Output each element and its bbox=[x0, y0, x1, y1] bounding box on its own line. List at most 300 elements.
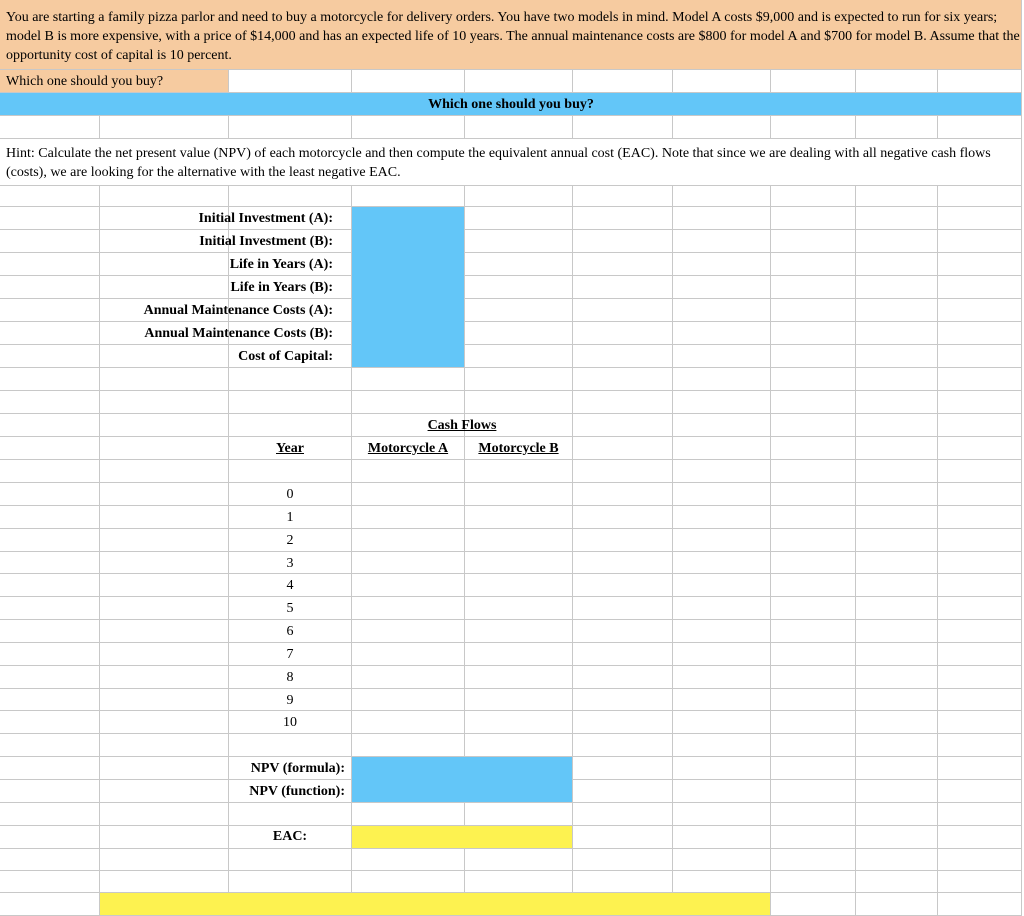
grid-cell[interactable] bbox=[771, 414, 856, 437]
grid-cell[interactable] bbox=[573, 186, 673, 207]
grid-cell[interactable] bbox=[0, 276, 100, 299]
grid-cell[interactable] bbox=[100, 483, 229, 506]
grid-cell[interactable] bbox=[938, 711, 1022, 734]
grid-cell[interactable] bbox=[0, 207, 100, 230]
grid-cell[interactable] bbox=[771, 207, 856, 230]
grid-cell[interactable] bbox=[573, 529, 673, 552]
grid-cell[interactable] bbox=[573, 276, 673, 299]
grid-cell[interactable] bbox=[771, 368, 856, 391]
grid-cell[interactable] bbox=[938, 597, 1022, 620]
grid-cell[interactable] bbox=[673, 299, 771, 322]
grid-cell[interactable] bbox=[938, 757, 1022, 780]
grid-cell[interactable] bbox=[573, 849, 673, 871]
grid-cell[interactable] bbox=[856, 552, 938, 574]
grid-cell[interactable] bbox=[465, 253, 573, 276]
grid-cell[interactable] bbox=[100, 368, 229, 391]
grid-cell[interactable] bbox=[573, 230, 673, 253]
grid-cell[interactable] bbox=[771, 299, 856, 322]
grid-cell[interactable] bbox=[100, 186, 229, 207]
grid-cell[interactable] bbox=[0, 529, 100, 552]
grid-cell[interactable] bbox=[938, 207, 1022, 230]
grid-cell[interactable] bbox=[352, 620, 465, 643]
banner-title: Which one should you buy? bbox=[428, 97, 594, 112]
grid-cell[interactable] bbox=[938, 253, 1022, 276]
grid-cell[interactable] bbox=[771, 689, 856, 711]
grid-cell[interactable] bbox=[938, 368, 1022, 391]
grid-cell[interactable] bbox=[673, 574, 771, 597]
grid-cell[interactable] bbox=[673, 70, 771, 93]
grid-cell[interactable] bbox=[573, 460, 673, 483]
grid-cell[interactable] bbox=[352, 186, 465, 207]
grid-cell[interactable] bbox=[100, 460, 229, 483]
grid-cell[interactable] bbox=[938, 574, 1022, 597]
grid-cell[interactable] bbox=[0, 299, 100, 322]
grid-cell[interactable] bbox=[856, 574, 938, 597]
grid-cell[interactable] bbox=[465, 207, 573, 230]
grid-cell[interactable] bbox=[573, 620, 673, 643]
grid-cell[interactable] bbox=[465, 368, 573, 391]
grid-cell[interactable] bbox=[465, 391, 573, 414]
grid-cell[interactable] bbox=[100, 506, 229, 529]
grid-cell[interactable] bbox=[673, 345, 771, 368]
grid-cell[interactable] bbox=[856, 734, 938, 757]
grid-cell[interactable] bbox=[352, 552, 465, 574]
grid-cell[interactable] bbox=[771, 529, 856, 552]
grid-cell[interactable] bbox=[352, 506, 465, 529]
grid-cell[interactable] bbox=[0, 253, 100, 276]
grid-cell[interactable] bbox=[573, 506, 673, 529]
grid-cell[interactable] bbox=[771, 597, 856, 620]
grid-cell[interactable] bbox=[100, 689, 229, 711]
grid-cell[interactable] bbox=[673, 689, 771, 711]
grid-cell[interactable] bbox=[573, 757, 673, 780]
grid-cell[interactable] bbox=[100, 826, 229, 849]
grid-cell[interactable] bbox=[856, 276, 938, 299]
grid-cell[interactable] bbox=[673, 552, 771, 574]
grid-cell[interactable] bbox=[673, 391, 771, 414]
grid-cell[interactable] bbox=[771, 345, 856, 368]
grid-cell[interactable] bbox=[229, 116, 352, 139]
grid-cell[interactable] bbox=[573, 368, 673, 391]
grid-cell[interactable] bbox=[771, 253, 856, 276]
grid-cell[interactable] bbox=[0, 574, 100, 597]
grid-cell[interactable] bbox=[771, 574, 856, 597]
grid-cell[interactable] bbox=[352, 574, 465, 597]
grid-cell[interactable] bbox=[100, 414, 229, 437]
grid-cell[interactable] bbox=[938, 529, 1022, 552]
grid-cell[interactable] bbox=[856, 597, 938, 620]
grid-cell[interactable] bbox=[0, 345, 100, 368]
grid-cell[interactable] bbox=[938, 186, 1022, 207]
grid-cell[interactable] bbox=[771, 186, 856, 207]
grid-cell[interactable] bbox=[352, 529, 465, 552]
grid-cell[interactable] bbox=[938, 689, 1022, 711]
grid-cell[interactable] bbox=[771, 780, 856, 803]
grid-cell[interactable] bbox=[573, 116, 673, 139]
grid-cell[interactable] bbox=[938, 116, 1022, 139]
npv-function-label: NPV (function): bbox=[249, 784, 345, 799]
grid-cell[interactable] bbox=[771, 826, 856, 849]
grid-cell[interactable] bbox=[673, 711, 771, 734]
grid-cell[interactable] bbox=[938, 849, 1022, 871]
grid-cell[interactable] bbox=[771, 230, 856, 253]
grid-cell[interactable] bbox=[856, 689, 938, 711]
grid-cell[interactable] bbox=[0, 322, 100, 345]
grid-cell[interactable] bbox=[100, 666, 229, 689]
grid-cell[interactable] bbox=[352, 643, 465, 666]
grid-cell[interactable] bbox=[673, 322, 771, 345]
grid-cell[interactable] bbox=[673, 186, 771, 207]
grid-cell[interactable] bbox=[0, 230, 100, 253]
grid-cell[interactable] bbox=[0, 506, 100, 529]
grid-cell[interactable] bbox=[100, 871, 229, 893]
grid-cell[interactable] bbox=[465, 70, 573, 93]
grid-cell[interactable] bbox=[771, 70, 856, 93]
grid-cell[interactable] bbox=[573, 574, 673, 597]
grid-cell[interactable] bbox=[573, 597, 673, 620]
grid-cell[interactable] bbox=[573, 322, 673, 345]
grid-cell[interactable] bbox=[100, 803, 229, 826]
grid-cell[interactable] bbox=[856, 253, 938, 276]
grid-cell[interactable] bbox=[938, 299, 1022, 322]
grid-cell[interactable] bbox=[465, 871, 573, 893]
grid-cell[interactable] bbox=[0, 871, 100, 893]
grid-cell[interactable] bbox=[673, 230, 771, 253]
grid-cell[interactable] bbox=[0, 803, 100, 826]
grid-cell[interactable] bbox=[938, 871, 1022, 893]
grid-cell[interactable] bbox=[100, 780, 229, 803]
grid-cell[interactable] bbox=[573, 483, 673, 506]
grid-cell[interactable] bbox=[0, 757, 100, 780]
grid-cell[interactable] bbox=[856, 483, 938, 506]
grid-cell[interactable] bbox=[938, 620, 1022, 643]
grid-cell[interactable] bbox=[938, 666, 1022, 689]
grid-cell[interactable] bbox=[352, 116, 465, 139]
grid-cell[interactable] bbox=[0, 460, 100, 483]
grid-cell[interactable] bbox=[573, 253, 673, 276]
grid-cell[interactable] bbox=[856, 207, 938, 230]
grid-cell[interactable] bbox=[352, 803, 465, 826]
input-label-life-a: Life in Years (A): bbox=[229, 257, 333, 272]
grid-cell[interactable] bbox=[673, 620, 771, 643]
grid-cell[interactable] bbox=[856, 414, 938, 437]
grid-cell[interactable] bbox=[0, 734, 100, 757]
grid-cell[interactable] bbox=[465, 803, 573, 826]
grid-cell[interactable] bbox=[229, 70, 352, 93]
grid-cell[interactable] bbox=[229, 368, 352, 391]
grid-cell[interactable] bbox=[229, 803, 352, 826]
grid-cell[interactable] bbox=[938, 345, 1022, 368]
grid-cell[interactable] bbox=[100, 597, 229, 620]
grid-cell[interactable] bbox=[100, 734, 229, 757]
grid-cell[interactable] bbox=[465, 689, 573, 711]
grid-cell[interactable] bbox=[673, 734, 771, 757]
year-value: 1 bbox=[286, 510, 294, 525]
grid-cell[interactable] bbox=[0, 643, 100, 666]
grid-cell[interactable] bbox=[673, 780, 771, 803]
grid-cell[interactable] bbox=[100, 849, 229, 871]
grid-cell[interactable] bbox=[938, 643, 1022, 666]
grid-cell[interactable] bbox=[352, 483, 465, 506]
grid-cell[interactable] bbox=[771, 803, 856, 826]
grid-cell[interactable] bbox=[771, 666, 856, 689]
grid-cell[interactable] bbox=[938, 780, 1022, 803]
grid-cell[interactable] bbox=[673, 597, 771, 620]
grid-cell[interactable] bbox=[465, 849, 573, 871]
grid-cell[interactable] bbox=[100, 620, 229, 643]
grid-cell[interactable] bbox=[352, 666, 465, 689]
grid-cell[interactable] bbox=[352, 368, 465, 391]
grid-cell[interactable] bbox=[938, 483, 1022, 506]
grid-cell[interactable] bbox=[465, 186, 573, 207]
grid-cell[interactable] bbox=[352, 391, 465, 414]
grid-cell[interactable] bbox=[856, 780, 938, 803]
grid-cell[interactable] bbox=[352, 711, 465, 734]
grid-cell[interactable] bbox=[0, 711, 100, 734]
grid-cell[interactable] bbox=[0, 414, 100, 437]
grid-cell[interactable] bbox=[100, 574, 229, 597]
grid-cell[interactable] bbox=[573, 391, 673, 414]
grid-cell[interactable] bbox=[938, 414, 1022, 437]
grid-cell[interactable] bbox=[673, 437, 771, 460]
grid-cell[interactable] bbox=[573, 666, 673, 689]
grid-cell[interactable] bbox=[771, 757, 856, 780]
grid-cell[interactable] bbox=[465, 574, 573, 597]
grid-cell[interactable] bbox=[856, 893, 938, 916]
grid-cell[interactable] bbox=[673, 414, 771, 437]
eac-cell[interactable] bbox=[352, 826, 573, 849]
grid-cell[interactable] bbox=[771, 460, 856, 483]
grid-cell[interactable] bbox=[771, 437, 856, 460]
grid-cell[interactable] bbox=[352, 460, 465, 483]
grid-cell[interactable] bbox=[856, 299, 938, 322]
grid-cell[interactable] bbox=[573, 689, 673, 711]
grid-cell[interactable] bbox=[573, 345, 673, 368]
grid-cell[interactable] bbox=[465, 299, 573, 322]
grid-cell[interactable] bbox=[229, 186, 352, 207]
grid-cell[interactable] bbox=[938, 826, 1022, 849]
year-value: 5 bbox=[286, 601, 294, 616]
grid-cell[interactable] bbox=[465, 597, 573, 620]
grid-cell[interactable] bbox=[938, 460, 1022, 483]
grid-cell[interactable] bbox=[0, 689, 100, 711]
grid-cell[interactable] bbox=[673, 506, 771, 529]
grid-cell[interactable] bbox=[0, 368, 100, 391]
grid-cell[interactable] bbox=[673, 276, 771, 299]
question-label: Which one should you buy? bbox=[6, 74, 164, 89]
grid-cell[interactable] bbox=[938, 506, 1022, 529]
grid-cell[interactable] bbox=[465, 230, 573, 253]
grid-cell[interactable] bbox=[573, 711, 673, 734]
grid-cell[interactable] bbox=[673, 826, 771, 849]
grid-cell[interactable] bbox=[0, 849, 100, 871]
grid-cell[interactable] bbox=[771, 893, 856, 916]
grid-cell[interactable] bbox=[673, 849, 771, 871]
grid-cell[interactable] bbox=[352, 734, 465, 757]
grid-cell[interactable] bbox=[573, 437, 673, 460]
grid-cell[interactable] bbox=[856, 460, 938, 483]
grid-cell[interactable] bbox=[771, 734, 856, 757]
grid-cell[interactable] bbox=[771, 711, 856, 734]
grid-cell[interactable] bbox=[856, 757, 938, 780]
grid-cell[interactable] bbox=[352, 689, 465, 711]
grid-cell[interactable] bbox=[0, 391, 100, 414]
grid-cell[interactable] bbox=[856, 322, 938, 345]
grid-cell[interactable] bbox=[573, 803, 673, 826]
grid-cell[interactable] bbox=[673, 253, 771, 276]
grid-cell[interactable] bbox=[856, 506, 938, 529]
grid-cell[interactable] bbox=[673, 871, 771, 893]
grid-cell[interactable] bbox=[0, 826, 100, 849]
grid-cell[interactable] bbox=[573, 414, 673, 437]
grid-cell[interactable] bbox=[938, 734, 1022, 757]
grid-cell[interactable] bbox=[100, 643, 229, 666]
grid-cell[interactable] bbox=[856, 711, 938, 734]
grid-cell[interactable] bbox=[465, 116, 573, 139]
grid-cell[interactable] bbox=[673, 207, 771, 230]
grid-cell[interactable] bbox=[938, 391, 1022, 414]
grid-cell[interactable] bbox=[0, 437, 100, 460]
grid-cell[interactable] bbox=[465, 711, 573, 734]
grid-cell[interactable] bbox=[229, 849, 352, 871]
grid-cell[interactable] bbox=[573, 552, 673, 574]
grid-cell[interactable] bbox=[0, 186, 100, 207]
grid-cell[interactable] bbox=[771, 391, 856, 414]
grid-cell[interactable] bbox=[856, 643, 938, 666]
grid-cell[interactable] bbox=[573, 734, 673, 757]
grid-cell[interactable] bbox=[856, 849, 938, 871]
grid-cell[interactable] bbox=[673, 116, 771, 139]
grid-cell[interactable] bbox=[771, 506, 856, 529]
grid-cell[interactable] bbox=[856, 666, 938, 689]
problem-text: You are starting a family pizza parlor and need to buy a motorcycle for delivery orders. You have two models in mind. Model A costs $9,000 and is expected to run for six years; model B is more expensive, with a price of $14,000 and has an expected life of 10 years. The annual maintenance costs are $800 for model A and $700 for model B. Assume that the opportunity cost of capital is 10 percent. bbox=[6, 10, 1020, 63]
grid-cell[interactable] bbox=[352, 849, 465, 871]
answer-cell[interactable] bbox=[100, 893, 771, 916]
grid-cell[interactable] bbox=[771, 871, 856, 893]
grid-cell[interactable] bbox=[573, 643, 673, 666]
grid-cell[interactable] bbox=[100, 116, 229, 139]
inputs-block[interactable] bbox=[352, 207, 465, 368]
grid-cell[interactable] bbox=[856, 620, 938, 643]
grid-cell[interactable] bbox=[938, 552, 1022, 574]
grid-cell[interactable] bbox=[465, 552, 573, 574]
grid-cell[interactable] bbox=[938, 70, 1022, 93]
grid-cell[interactable] bbox=[465, 483, 573, 506]
grid-cell[interactable] bbox=[856, 391, 938, 414]
grid-cell[interactable] bbox=[465, 620, 573, 643]
grid-cell[interactable] bbox=[856, 871, 938, 893]
grid-cell[interactable] bbox=[856, 368, 938, 391]
grid-cell[interactable] bbox=[0, 620, 100, 643]
grid-cell[interactable] bbox=[771, 643, 856, 666]
grid-cell[interactable] bbox=[938, 230, 1022, 253]
grid-cell[interactable] bbox=[352, 70, 465, 93]
grid-cell[interactable] bbox=[0, 116, 100, 139]
grid-cell[interactable] bbox=[0, 893, 100, 916]
grid-cell[interactable] bbox=[465, 276, 573, 299]
grid-cell[interactable] bbox=[856, 345, 938, 368]
grid-cell[interactable] bbox=[673, 666, 771, 689]
grid-cell[interactable] bbox=[573, 871, 673, 893]
grid-cell[interactable] bbox=[673, 757, 771, 780]
grid-cell[interactable] bbox=[465, 506, 573, 529]
grid-cell[interactable] bbox=[100, 529, 229, 552]
grid-cell[interactable] bbox=[573, 70, 673, 93]
grid-cell[interactable] bbox=[771, 849, 856, 871]
grid-cell[interactable] bbox=[229, 871, 352, 893]
grid-cell[interactable] bbox=[938, 803, 1022, 826]
grid-cell[interactable] bbox=[573, 780, 673, 803]
grid-cell[interactable] bbox=[771, 620, 856, 643]
grid-cell[interactable] bbox=[938, 437, 1022, 460]
grid-cell[interactable] bbox=[100, 391, 229, 414]
grid-cell[interactable] bbox=[465, 345, 573, 368]
grid-cell[interactable] bbox=[100, 711, 229, 734]
grid-cell[interactable] bbox=[673, 529, 771, 552]
grid-cell[interactable] bbox=[100, 437, 229, 460]
grid-cell[interactable] bbox=[352, 597, 465, 620]
grid-cell[interactable] bbox=[465, 643, 573, 666]
hint-text: Hint: Calculate the net present value (NPV) of each motorcycle and then compute the equivalent annual cost (EAC). Note that since we are dealing with all negative cash flows (costs), we are looking for the alternative with the least negative EAC. bbox=[6, 146, 991, 180]
grid-cell[interactable] bbox=[938, 322, 1022, 345]
grid-cell[interactable] bbox=[0, 597, 100, 620]
grid-cell[interactable] bbox=[100, 552, 229, 574]
grid-cell[interactable] bbox=[465, 734, 573, 757]
grid-cell[interactable] bbox=[856, 803, 938, 826]
grid-cell[interactable] bbox=[100, 757, 229, 780]
grid-cell[interactable] bbox=[0, 780, 100, 803]
grid-cell[interactable] bbox=[573, 207, 673, 230]
grid-cell[interactable] bbox=[856, 826, 938, 849]
grid-cell[interactable] bbox=[573, 299, 673, 322]
grid-cell[interactable] bbox=[771, 276, 856, 299]
grid-cell[interactable] bbox=[0, 483, 100, 506]
grid-cell[interactable] bbox=[856, 116, 938, 139]
grid-cell[interactable] bbox=[465, 666, 573, 689]
grid-cell[interactable] bbox=[856, 186, 938, 207]
input-label-initial-investment-a: Initial Investment (A): bbox=[198, 211, 333, 226]
npv-block[interactable] bbox=[352, 757, 573, 803]
grid-cell[interactable] bbox=[856, 437, 938, 460]
grid-cell[interactable] bbox=[229, 734, 352, 757]
grid-cell[interactable] bbox=[673, 643, 771, 666]
grid-cell[interactable] bbox=[673, 483, 771, 506]
grid-cell[interactable] bbox=[0, 552, 100, 574]
grid-cell[interactable] bbox=[673, 460, 771, 483]
grid-cell[interactable] bbox=[229, 414, 352, 437]
grid-cell[interactable] bbox=[573, 826, 673, 849]
grid-cell[interactable] bbox=[465, 529, 573, 552]
grid-cell[interactable] bbox=[856, 230, 938, 253]
grid-cell[interactable] bbox=[771, 483, 856, 506]
grid-cell[interactable] bbox=[229, 391, 352, 414]
grid-cell[interactable] bbox=[229, 460, 352, 483]
grid-cell[interactable] bbox=[673, 803, 771, 826]
input-label-life-b: Life in Years (B): bbox=[230, 280, 333, 295]
grid-cell[interactable] bbox=[0, 666, 100, 689]
grid-cell[interactable] bbox=[771, 116, 856, 139]
grid-cell[interactable] bbox=[771, 552, 856, 574]
grid-cell[interactable] bbox=[856, 529, 938, 552]
grid-cell[interactable] bbox=[938, 893, 1022, 916]
grid-cell[interactable] bbox=[465, 460, 573, 483]
grid-cell[interactable] bbox=[673, 368, 771, 391]
grid-cell[interactable] bbox=[771, 322, 856, 345]
grid-cell[interactable] bbox=[938, 276, 1022, 299]
grid-cell[interactable] bbox=[465, 322, 573, 345]
grid-cell[interactable] bbox=[352, 871, 465, 893]
grid-cell[interactable] bbox=[856, 70, 938, 93]
